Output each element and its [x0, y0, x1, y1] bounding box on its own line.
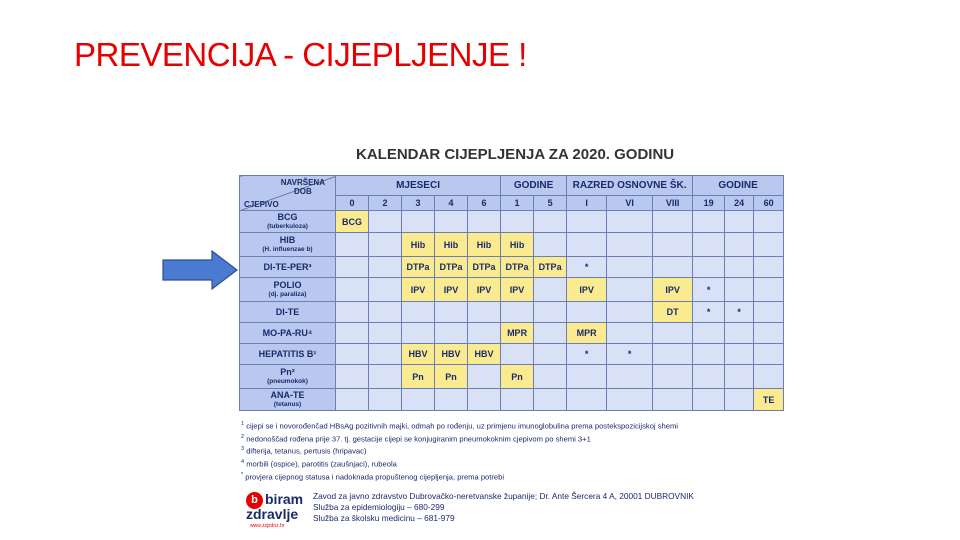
- schedule-cell: [725, 323, 754, 344]
- vaccine-dose-cell: IPV: [468, 278, 501, 302]
- schedule-cell: [693, 323, 725, 344]
- schedule-cell: [435, 211, 468, 233]
- schedule-cell: [693, 389, 725, 411]
- schedule-cell: [534, 302, 567, 323]
- schedule-cell: [607, 233, 653, 257]
- schedule-cell: [468, 302, 501, 323]
- schedule-cell: [534, 323, 567, 344]
- schedule-cell: [725, 389, 754, 411]
- schedule-cell: [693, 257, 725, 278]
- schedule-cell: [725, 344, 754, 365]
- schedule-cell: [567, 302, 607, 323]
- schedule-cell: [369, 323, 402, 344]
- footnote-text: morbili (ospice), parotitis (zaušnjaci), rubeola: [246, 459, 397, 469]
- age-header-cell: 24: [725, 196, 754, 211]
- footnote-mark: 3: [241, 446, 245, 453]
- header-corner: [240, 176, 336, 211]
- schedule-cell: [369, 233, 402, 257]
- group-months: MJESECI: [336, 176, 501, 196]
- age-header-cell: 60: [754, 196, 784, 211]
- schedule-cell: [534, 344, 567, 365]
- vaccine-dose-cell: HBV: [468, 344, 501, 365]
- schedule-cell: [754, 323, 784, 344]
- vaccine-dose-cell: DTPa: [402, 257, 435, 278]
- group-adult-years: GODINE: [693, 176, 784, 196]
- schedule-cell: *: [567, 344, 607, 365]
- vaccine-label: CJEPIVO: [244, 200, 279, 209]
- age-header-cell: 3: [402, 196, 435, 211]
- schedule-cell: [336, 365, 369, 389]
- vaccine-name-cell: [240, 211, 336, 233]
- vaccine-dose-cell: Hib: [435, 233, 468, 257]
- group-years: GODINE: [501, 176, 567, 196]
- schedule-cell: [754, 365, 784, 389]
- schedule-cell: [369, 257, 402, 278]
- slide-title: PREVENCIJA - CIJEPLJENJE !: [74, 36, 527, 73]
- vaccine-subtitle: (tuberkuloza): [267, 222, 308, 230]
- vaccine-name-cell: [240, 233, 336, 257]
- schedule-cell: [567, 233, 607, 257]
- age-header-cell: VI: [607, 196, 653, 211]
- footnote-text: nedonoščad rođena prije 37. tj. gestacije cijepi se konjugiranim pneumokoknim cjepivom po shemi 3+1: [246, 434, 591, 444]
- schedule-cell: [653, 211, 693, 233]
- logo-url: www.zzjzdnz.hr: [250, 523, 285, 529]
- vaccine-row: [240, 389, 784, 411]
- vaccine-row: [240, 278, 784, 302]
- schedule-cell: [402, 389, 435, 411]
- vaccine-dose-cell: TE: [754, 389, 784, 411]
- schedule-cell: [336, 257, 369, 278]
- footnotes: [241, 419, 678, 483]
- vaccine-name: HIB: [279, 234, 296, 245]
- vaccine-subtitle: (H. influenzae b): [262, 245, 313, 253]
- schedule-cell: [693, 344, 725, 365]
- vaccine-row: [240, 302, 784, 323]
- footnote: [241, 444, 678, 457]
- schedule-cell: [501, 302, 534, 323]
- vaccine-dose-cell: Hib: [501, 233, 534, 257]
- vaccine-subtitle: (tetanus): [273, 400, 302, 408]
- schedule-cell: [468, 211, 501, 233]
- vaccine-dose-cell: MPR: [567, 323, 607, 344]
- vaccine-dose-cell: Hib: [468, 233, 501, 257]
- schedule-cell: [369, 211, 402, 233]
- schedule-cell: [534, 278, 567, 302]
- vaccine-name-cell: [240, 278, 336, 302]
- footnote-text: cijepi se i novorođenčad HBsAg pozitivnih majki, odmah po rođenju, uz primjenu imunoglobulina prema postekspozicijskoj shemi: [246, 421, 678, 431]
- group-school-grade: RAZRED OSNOVNE ŠK.: [567, 176, 693, 196]
- schedule-cell: [468, 323, 501, 344]
- vaccine-dose-cell: DTPa: [468, 257, 501, 278]
- schedule-cell: [567, 211, 607, 233]
- footnote-mark: 2: [241, 433, 245, 440]
- schedule-cell: [725, 211, 754, 233]
- vaccine-name-cell: [240, 344, 336, 365]
- footnote-text: difterija, tetanus, pertusis (hripavac): [246, 447, 367, 456]
- vaccine-name-cell: [240, 323, 336, 344]
- schedule-cell: [435, 389, 468, 411]
- vaccine-row: [240, 257, 784, 278]
- vaccine-name: DI-TE-PER³: [263, 261, 312, 272]
- age-header-cell: 5: [534, 196, 567, 211]
- logo-mark-icon: b: [246, 492, 263, 509]
- footnote-text: provjera cijepnog statusa i nadoknada propuštenog cijepljenja, prema potrebi: [245, 472, 505, 482]
- schedule-cell: [336, 389, 369, 411]
- vaccine-name-cell: [240, 365, 336, 389]
- footnote-mark: 1: [241, 421, 245, 427]
- vaccine-dose-cell: DTPa: [435, 257, 468, 278]
- schedule-cell: [754, 211, 784, 233]
- age-header-cell: 2: [369, 196, 402, 211]
- vaccine-dose-cell: Pn: [402, 365, 435, 389]
- vaccine-dose-cell: IPV: [653, 278, 693, 302]
- schedule-cell: [653, 344, 693, 365]
- age-header-cell: 0: [336, 196, 369, 211]
- vaccine-row: [240, 323, 784, 344]
- vaccine-dose-cell: HBV: [402, 344, 435, 365]
- schedule-cell: [754, 278, 784, 302]
- age-header-cell: 4: [435, 196, 468, 211]
- vaccine-name-cell: [240, 257, 336, 278]
- age-header-cell: 1: [501, 196, 534, 211]
- vaccine-dose-cell: Pn: [501, 365, 534, 389]
- schedule-cell: [607, 302, 653, 323]
- schedule-cell: [693, 365, 725, 389]
- vaccine-dose-cell: IPV: [501, 278, 534, 302]
- dob-label: NAVRŠENA DOB: [280, 178, 325, 196]
- footer-contact: [313, 491, 694, 525]
- vaccine-row: [240, 233, 784, 257]
- footnote: [241, 419, 678, 432]
- vaccine-name: MO-PA-RU⁴: [262, 327, 313, 338]
- schedule-cell: [501, 344, 534, 365]
- schedule-cell: [725, 233, 754, 257]
- vaccine-dose-cell: MPR: [501, 323, 534, 344]
- schedule-cell: *: [567, 257, 607, 278]
- schedule-cell: [653, 389, 693, 411]
- schedule-cell: [653, 233, 693, 257]
- schedule-cell: [607, 278, 653, 302]
- logo: [246, 490, 306, 530]
- age-header-cell: I: [567, 196, 607, 211]
- schedule-cell: [534, 365, 567, 389]
- schedule-cell: [653, 257, 693, 278]
- schedule-cell: [468, 389, 501, 411]
- schedule-cell: [754, 257, 784, 278]
- schedule-cell: [369, 278, 402, 302]
- schedule-cell: [336, 278, 369, 302]
- schedule-cell: [653, 365, 693, 389]
- vaccine-name: DI-TE: [275, 306, 300, 317]
- age-header-cell: 6: [468, 196, 501, 211]
- schedule-cell: [754, 302, 784, 323]
- vaccine-name: BCG: [277, 211, 298, 222]
- schedule-cell: [607, 365, 653, 389]
- footer-line: Služba za epidemiologiju – 680-299: [313, 502, 445, 513]
- footnote-mark: *: [241, 471, 244, 478]
- footnote-mark: 4: [241, 459, 245, 466]
- schedule-cell: *: [693, 302, 725, 323]
- schedule-cell: [607, 211, 653, 233]
- schedule-cell: [369, 389, 402, 411]
- schedule-cell: [336, 344, 369, 365]
- footnote: [241, 432, 678, 445]
- schedule-cell: [501, 389, 534, 411]
- vaccine-name: POLIO: [273, 279, 302, 290]
- schedule-cell: [534, 389, 567, 411]
- vaccine-dose-cell: Hib: [402, 233, 435, 257]
- vaccine-dose-cell: IPV: [402, 278, 435, 302]
- vaccine-row: [240, 365, 784, 389]
- vaccination-calendar-table: [239, 175, 784, 411]
- right-arrow-icon: [162, 250, 238, 290]
- schedule-cell: [754, 344, 784, 365]
- schedule-cell: [435, 323, 468, 344]
- vaccine-dose-cell: DT: [653, 302, 693, 323]
- footnote: [241, 470, 678, 483]
- schedule-cell: [402, 211, 435, 233]
- schedule-cell: [534, 233, 567, 257]
- vaccine-name-cell: [240, 389, 336, 411]
- vaccine-name-cell: [240, 302, 336, 323]
- schedule-cell: [435, 302, 468, 323]
- schedule-cell: [336, 302, 369, 323]
- schedule-cell: [336, 323, 369, 344]
- schedule-cell: [693, 211, 725, 233]
- vaccine-subtitle: (dj. paraliza): [268, 290, 307, 298]
- schedule-cell: [369, 365, 402, 389]
- schedule-cell: [725, 365, 754, 389]
- logo-line2: zdravlje: [246, 506, 299, 522]
- footer-line: Služba za školsku medicinu – 681-979: [313, 513, 455, 524]
- vaccine-dose-cell: Pn: [435, 365, 468, 389]
- schedule-cell: [369, 302, 402, 323]
- schedule-cell: *: [725, 302, 754, 323]
- vaccine-row: [240, 344, 784, 365]
- vaccine-dose-cell: BCG: [336, 211, 369, 233]
- vaccine-name: HEPATITIS B¹: [258, 348, 317, 359]
- schedule-cell: [693, 233, 725, 257]
- schedule-cell: [369, 344, 402, 365]
- vaccine-dose-cell: HBV: [435, 344, 468, 365]
- logo-line1: biram: [265, 491, 304, 507]
- schedule-cell: [607, 257, 653, 278]
- vaccine-row: [240, 211, 784, 233]
- footnote: [241, 457, 678, 470]
- age-header-cell: 19: [693, 196, 725, 211]
- schedule-cell: [336, 233, 369, 257]
- schedule-cell: [402, 302, 435, 323]
- schedule-cell: [607, 323, 653, 344]
- vaccine-dose-cell: DTPa: [534, 257, 567, 278]
- footer-line: Zavod za javno zdravstvo Dubrovačko-neretvanske županije; Dr. Ante Šercera 4 A, 20001 DUBROVNIK: [313, 491, 694, 501]
- vaccine-subtitle: (pneumokok): [267, 377, 308, 385]
- schedule-cell: [468, 365, 501, 389]
- schedule-cell: *: [693, 278, 725, 302]
- vaccine-name: Pn²: [280, 366, 295, 377]
- schedule-cell: [754, 233, 784, 257]
- schedule-cell: *: [607, 344, 653, 365]
- calendar-title: KALENDAR CIJEPLJENJA ZA 2020. GODINU: [356, 146, 675, 163]
- schedule-cell: [534, 211, 567, 233]
- schedule-cell: [501, 211, 534, 233]
- vaccine-name: ANA-TE: [270, 389, 305, 400]
- schedule-cell: [567, 389, 607, 411]
- vaccine-dose-cell: IPV: [567, 278, 607, 302]
- vaccine-dose-cell: DTPa: [501, 257, 534, 278]
- schedule-cell: [653, 323, 693, 344]
- schedule-cell: [725, 278, 754, 302]
- schedule-cell: [607, 389, 653, 411]
- schedule-cell: [725, 257, 754, 278]
- schedule-cell: [402, 323, 435, 344]
- vaccine-dose-cell: IPV: [435, 278, 468, 302]
- age-header-cell: VIII: [653, 196, 693, 211]
- schedule-cell: [567, 365, 607, 389]
